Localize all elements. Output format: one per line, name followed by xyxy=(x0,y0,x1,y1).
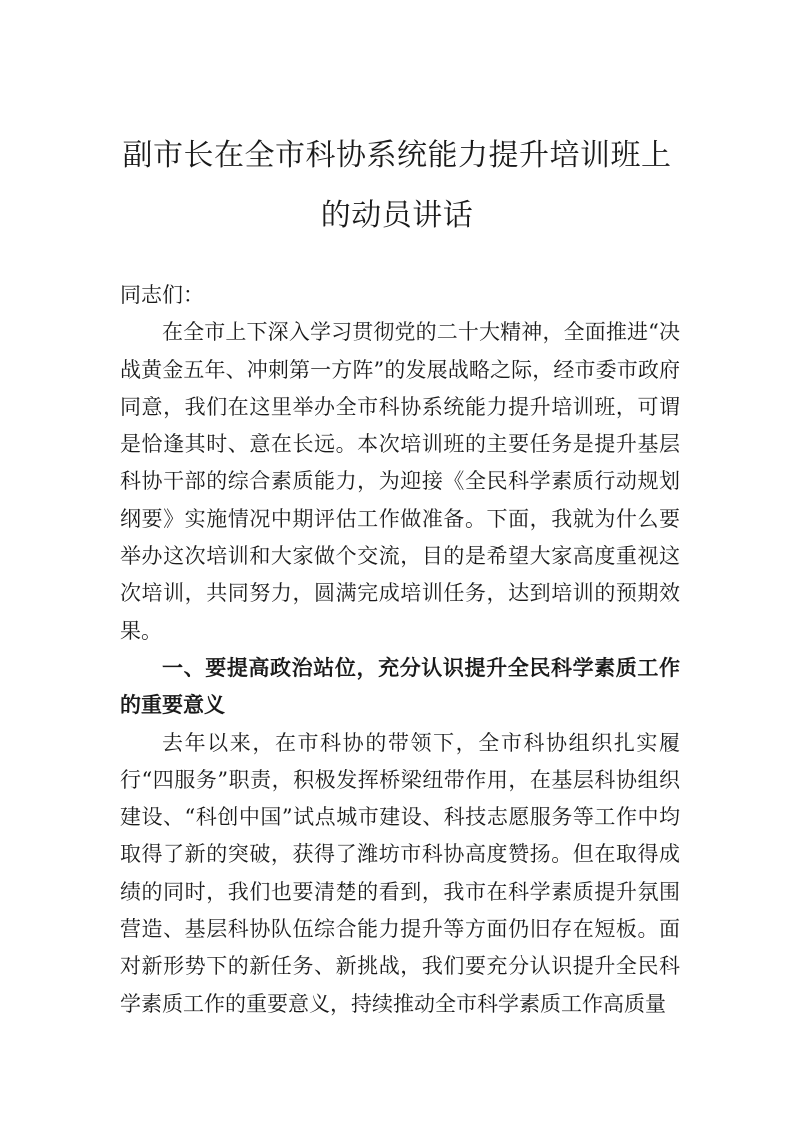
title-line-1: 副市长在全市科协系统能力提升培训班上 xyxy=(122,138,672,173)
paragraph-1: 在全市上下深入学习贯彻党的二十大精神，全面推进“决战黄金五年、冲刺第一方阵”的发展战略之际，经市委市政府同意，我们在这里举办全市科协系统能力提升培训班，可谓是恰逢其时、意在长远。本次培训班的主要任务是提升基层科协干部的综合素质能力，为迎接《全民科学素质行动规划纲要》实施情况中期评估工作做准备。下面，我就为什么要举办这次培训和大家做个交流，目的是希望大家高度重视这次培训，共同努力，圆满完成培训任务，达到培训的预期效果。 xyxy=(120,320,680,643)
section-heading-1: 一、要提高政治站位，充分认识提升全民科学素质工作的重要意义 xyxy=(120,655,680,718)
document-body xyxy=(120,277,680,1023)
title-line-2: 的动员讲话 xyxy=(320,198,474,233)
document-title xyxy=(100,126,694,246)
paragraph-2: 去年以来，在市科协的带领下，全市科协组织扎实履行“四服务”职责，积极发挥桥梁纽带作用，在基层科协组织建设、“科创中国”试点城市建设、科技志愿服务等工作中均取得了新的突破，获得了潍坊市科协高度赞扬。但在取得成绩的同时，我们也要清楚的看到，我市在科学素质提升氛围营造、基层科协队伍综合能力提升等方面仍旧存在短板。面对新形势下的新任务、新挑战，我们要充分认识提升全民科学素质工作的重要意义，持续推动全市科学素质工作高质量 xyxy=(120,730,680,1016)
salutation: 同志们： xyxy=(120,283,204,307)
